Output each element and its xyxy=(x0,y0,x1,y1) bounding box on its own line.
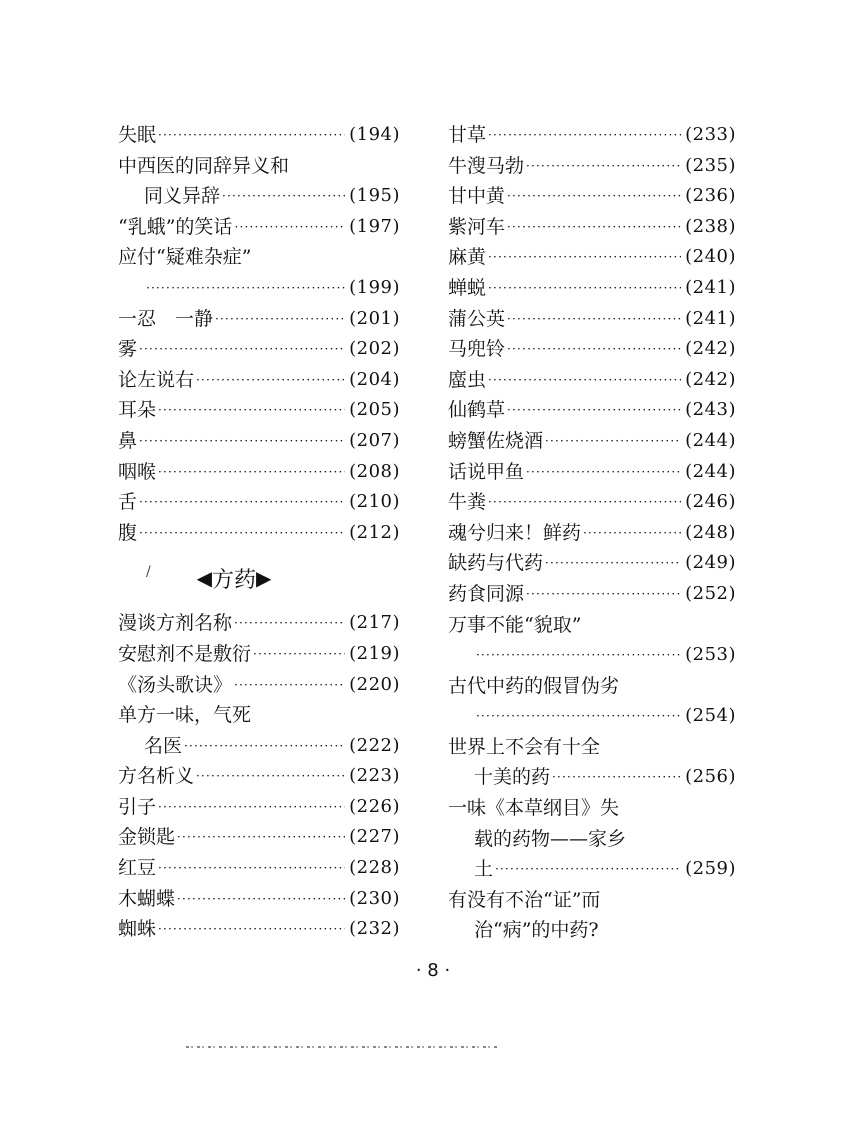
toc-entry xyxy=(118,365,400,396)
toc-leader-dots xyxy=(177,822,345,853)
toc-entry-page: (244) xyxy=(685,429,736,451)
toc-leader-dots xyxy=(488,242,681,273)
toc-entry xyxy=(448,457,736,488)
toc-leader-dots xyxy=(139,334,345,365)
toc-entry-title: 一味《本草纲目》失 xyxy=(448,797,620,820)
toc-entry-page: (241) xyxy=(685,276,736,298)
toc-entry-title: 古代中药的假冒伪劣 xyxy=(448,674,620,697)
toc-entry-page: (227) xyxy=(349,826,400,848)
toc-entry-page: (242) xyxy=(685,368,736,390)
toc-entry-title: 蝉蜕 xyxy=(448,276,487,299)
toc-leader-dots xyxy=(488,120,681,151)
toc-entry-page: (226) xyxy=(349,795,400,817)
toc-entry xyxy=(118,700,400,731)
toc-leader-dots xyxy=(495,854,681,885)
toc-entry xyxy=(448,426,736,457)
toc-entry-page: (217) xyxy=(349,612,400,634)
toc-entry-page: (204) xyxy=(349,368,400,390)
toc-entry xyxy=(118,395,400,426)
toc-leader-dots xyxy=(158,120,345,151)
toc-leader-dots xyxy=(507,212,681,243)
toc-leader-dots xyxy=(158,792,345,823)
toc-left-column xyxy=(118,120,400,945)
toc-entry-page: (230) xyxy=(349,887,400,909)
toc-entry-title: 土 xyxy=(474,858,494,881)
toc-entry-title: 舌 xyxy=(118,491,138,514)
toc-entry-page: (194) xyxy=(349,124,400,145)
toc-entry-title: 话说甲鱼 xyxy=(448,460,525,483)
toc-entry xyxy=(118,731,400,762)
toc-entry-title: 世界上不会有十全 xyxy=(448,735,601,758)
toc-leader-dots xyxy=(196,365,345,396)
toc-entry-page: (259) xyxy=(685,858,736,880)
toc-entry-page: (244) xyxy=(685,460,736,482)
toc-entry xyxy=(118,181,400,212)
toc-entry-page: (248) xyxy=(685,521,736,543)
left-triangle-icon: ◀ xyxy=(196,566,212,591)
toc-entry-page: (256) xyxy=(685,766,736,788)
toc-entry xyxy=(448,120,736,151)
toc-entry-title: 载的药物——家乡 xyxy=(474,827,627,850)
toc-entry xyxy=(448,518,736,549)
toc-entry-title: 有没有不治“证”而 xyxy=(448,888,601,911)
toc-entry-title: 论左说右 xyxy=(118,368,195,391)
toc-entry-page: (233) xyxy=(685,124,736,145)
toc-entry-title: 引子 xyxy=(118,795,157,818)
toc-entry xyxy=(118,487,400,518)
toc-entry xyxy=(448,885,736,916)
toc-entry xyxy=(448,640,736,671)
toc-leader-dots xyxy=(177,884,345,915)
toc-entry xyxy=(448,334,736,365)
toc-entry xyxy=(448,701,736,732)
toc-entry-page: (197) xyxy=(349,215,400,237)
toc-entry xyxy=(448,732,736,763)
page-number: · 8 · xyxy=(415,960,451,981)
toc-entry xyxy=(118,518,400,549)
toc-leader-dots xyxy=(158,395,345,426)
toc-leader-dots xyxy=(488,273,681,304)
toc-entry xyxy=(448,610,736,641)
toc-entry-title: 《汤头歌诀》 xyxy=(118,673,233,696)
toc-entry xyxy=(448,365,736,396)
toc-entry-page: (253) xyxy=(685,644,736,666)
toc-entry-page: (212) xyxy=(349,521,400,543)
toc-right-column xyxy=(448,120,736,946)
toc-entry xyxy=(118,792,400,823)
toc-entry-page: (223) xyxy=(349,765,400,787)
toc-entry-page: (240) xyxy=(685,246,736,268)
toc-leader-dots xyxy=(507,395,681,426)
toc-entry-page: (232) xyxy=(349,918,400,940)
toc-entry-title: 方名析义 xyxy=(118,765,195,788)
toc-entry xyxy=(118,639,400,670)
toc-leader-dots xyxy=(526,579,681,610)
toc-entry-page: (220) xyxy=(349,673,400,695)
toc-leader-dots xyxy=(196,761,345,792)
section-heading-label: 方药 xyxy=(211,567,256,593)
toc-entry-title: 一忍 一静 xyxy=(118,307,214,330)
toc-entry-page: (235) xyxy=(685,154,736,176)
toc-entry-title: 牛粪 xyxy=(448,491,487,514)
toc-entry xyxy=(448,395,736,426)
toc-entry-title: 木蝴蝶 xyxy=(118,887,176,910)
toc-entry xyxy=(118,853,400,884)
toc-entry xyxy=(448,915,736,946)
toc-entry xyxy=(448,762,736,793)
toc-entry-title: 缺药与代药 xyxy=(448,552,544,575)
toc-entry-page: (246) xyxy=(685,491,736,513)
toc-entry-title: 甘中黄 xyxy=(448,185,506,208)
toc-leader-dots xyxy=(234,212,345,243)
toc-entry xyxy=(448,212,736,243)
toc-leader-dots xyxy=(253,639,345,670)
toc-leader-dots xyxy=(146,273,345,304)
stray-mark: / xyxy=(146,564,151,580)
toc-leader-dots xyxy=(234,670,345,701)
toc-entry-page: (228) xyxy=(349,857,400,879)
toc-entry xyxy=(118,884,400,915)
toc-entry-title: 麻黄 xyxy=(448,246,487,269)
toc-leader-dots xyxy=(139,426,345,457)
toc-entry-title: 甘草 xyxy=(448,124,487,146)
toc-leader-dots xyxy=(158,457,345,488)
toc-entry-title: 中西医的同辞异义和 xyxy=(118,154,290,177)
toc-leader-dots xyxy=(139,518,345,549)
toc-entry-page: (252) xyxy=(685,582,736,604)
toc-entry xyxy=(448,273,736,304)
toc-leader-dots xyxy=(583,518,681,549)
toc-entry-page: (241) xyxy=(685,307,736,329)
toc-leader-dots xyxy=(476,701,681,732)
toc-entry xyxy=(448,487,736,518)
section-heading xyxy=(118,548,400,608)
toc-leader-dots xyxy=(507,304,681,335)
toc-entry-title: 耳朵 xyxy=(118,399,157,422)
toc-entry-title: 治“病”的中药? xyxy=(474,919,599,942)
toc-entry-title: 名医 xyxy=(144,734,183,757)
toc-entry-title: “乳蛾”的笑话 xyxy=(118,215,233,238)
toc-leader-dots xyxy=(158,853,345,884)
toc-entry-page: (243) xyxy=(685,399,736,421)
toc-leader-dots xyxy=(476,640,681,671)
toc-entry-title: 金锁匙 xyxy=(118,826,176,849)
toc-entry-page: (205) xyxy=(349,399,400,421)
toc-entry-page: (238) xyxy=(685,215,736,237)
toc-entry xyxy=(118,212,400,243)
toc-entry xyxy=(118,426,400,457)
toc-leader-dots xyxy=(526,457,681,488)
toc-leader-dots xyxy=(222,181,345,212)
toc-entry-page: (249) xyxy=(685,552,736,574)
toc-entry xyxy=(118,304,400,335)
toc-leader-dots xyxy=(215,304,345,335)
toc-entry-page: (222) xyxy=(349,734,400,756)
toc-entry xyxy=(118,334,400,365)
toc-leader-dots xyxy=(488,365,681,396)
toc-entry xyxy=(448,579,736,610)
toc-entry xyxy=(448,151,736,182)
toc-entry xyxy=(448,548,736,579)
toc-entry xyxy=(118,151,400,182)
toc-entry-title: 失眠 xyxy=(118,124,157,146)
toc-leader-dots xyxy=(184,731,345,762)
toc-leader-dots xyxy=(234,608,345,639)
toc-entry-title: 紫河车 xyxy=(448,215,506,238)
toc-entry-page: (210) xyxy=(349,491,400,513)
toc-entry-title: 红豆 xyxy=(118,857,157,880)
toc-entry-title: 单方一味，气死 xyxy=(118,704,252,727)
toc-entry xyxy=(118,761,400,792)
toc-leader-dots xyxy=(139,487,345,518)
toc-entry xyxy=(118,670,400,701)
toc-entry xyxy=(448,181,736,212)
toc-entry-title: 腹 xyxy=(118,521,138,544)
toc-entry-page: (208) xyxy=(349,460,400,482)
right-triangle-icon: ▶ xyxy=(256,566,272,591)
toc-entry-title: 䗪虫 xyxy=(448,368,487,391)
toc-leader-dots xyxy=(545,426,681,457)
toc-entry-title: 雾 xyxy=(118,338,138,361)
toc-entry-title: 魂兮归来！鲜药 xyxy=(448,521,582,544)
toc-entry-page: (207) xyxy=(349,429,400,451)
toc-entry-page: (242) xyxy=(685,338,736,360)
toc-entry-page: (202) xyxy=(349,338,400,360)
toc-entry xyxy=(448,793,736,824)
toc-entry xyxy=(118,608,400,639)
toc-leader-dots xyxy=(488,487,681,518)
toc-entry-title: 万事不能“貌取” xyxy=(448,613,582,636)
toc-entry-title: 咽喉 xyxy=(118,460,157,483)
toc-leader-dots xyxy=(526,151,681,182)
toc-leader-dots xyxy=(545,548,681,579)
toc-entry-page: (219) xyxy=(349,642,400,664)
toc-leader-dots xyxy=(552,762,681,793)
toc-entry-page: (254) xyxy=(685,705,736,727)
toc-entry-title: 安慰剂不是敷衍 xyxy=(118,642,252,665)
toc-entry-title: 牛溲马勃 xyxy=(448,154,525,177)
toc-entry xyxy=(118,273,400,304)
toc-entry xyxy=(118,120,400,151)
toc-entry xyxy=(448,854,736,885)
toc-entry-title: 蜘蛛 xyxy=(118,918,157,941)
toc-entry-title: 同义异辞 xyxy=(144,185,221,208)
toc-entry-title: 蒲公英 xyxy=(448,307,506,330)
toc-entry-title: 药食同源 xyxy=(448,582,525,605)
toc-entry-page: (195) xyxy=(349,185,400,207)
toc-entry-title: 鼻 xyxy=(118,429,138,452)
scan-artifact-line xyxy=(186,1046,498,1048)
toc-entry-title: 十美的药 xyxy=(474,766,551,789)
toc-entry xyxy=(118,822,400,853)
toc-entry-page: (201) xyxy=(349,307,400,329)
toc-entry xyxy=(448,671,736,702)
toc-entry-title: 螃蟹佐烧酒 xyxy=(448,429,544,452)
toc-entry xyxy=(118,242,400,273)
toc-entry xyxy=(448,242,736,273)
toc-entry xyxy=(118,914,400,945)
toc-entry-page: (199) xyxy=(349,276,400,298)
toc-entry-title: 应付“疑难杂症” xyxy=(118,246,252,269)
toc-entry-title: 马兜铃 xyxy=(448,338,506,361)
toc-entry-title: 漫谈方剂名称 xyxy=(118,612,233,635)
toc-entry-page: (236) xyxy=(685,185,736,207)
toc-entry-title: 仙鹤草 xyxy=(448,399,506,422)
toc-entry xyxy=(118,457,400,488)
toc-entry xyxy=(448,304,736,335)
toc-leader-dots xyxy=(507,334,681,365)
toc-entry xyxy=(448,824,736,855)
toc-leader-dots xyxy=(507,181,681,212)
toc-leader-dots xyxy=(158,914,345,945)
